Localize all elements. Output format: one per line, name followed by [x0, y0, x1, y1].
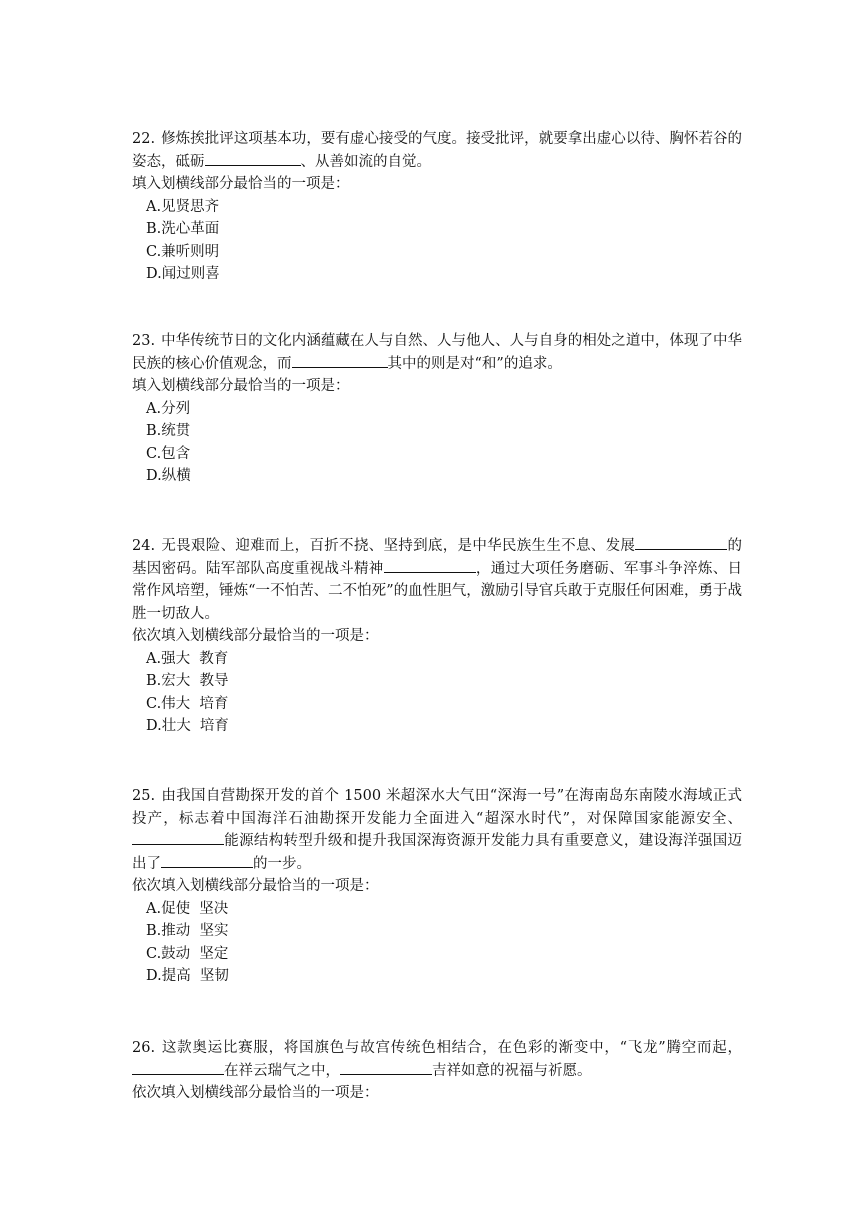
- question-instruction: 依次填入划横线部分最恰当的一项是：: [132, 878, 379, 894]
- option-c: C.兼听则明: [146, 243, 220, 260]
- answer-blank: [384, 558, 476, 573]
- answer-blank: [340, 1060, 432, 1075]
- answer-blank: [205, 151, 301, 166]
- question-22: [132, 128, 742, 286]
- question-instruction: 填入划横线部分最恰当的一项是：: [132, 378, 350, 394]
- stem-text: 能源结构转型升级和提升我国深海资源开发能力具有重要意义，建设海洋强国迈出了: [132, 833, 742, 872]
- option-a: A.分列: [146, 400, 191, 417]
- stem-text: 这款奥运比赛服，将国旗色与故宫传统色相结合，在色彩的渐变中，“飞龙”腾空而起，: [161, 1040, 742, 1056]
- question-number: 26.: [132, 1040, 156, 1056]
- question-instruction: 填入划横线部分最恰当的一项是：: [132, 176, 350, 192]
- option-d: D.闻过则喜: [146, 266, 220, 282]
- stem-text: 在祥云瑞气之中，: [224, 1062, 340, 1079]
- question-stem: [132, 330, 742, 375]
- question-24: [132, 535, 742, 738]
- option-b: B.洗心革面: [146, 221, 220, 237]
- answer-blank: [161, 853, 253, 868]
- option-c: C.鼓动 坚定: [146, 945, 229, 962]
- option-b: B.宏大 教导: [146, 673, 229, 689]
- question-26: [132, 1037, 742, 1105]
- option-d: D.提高 坚韧: [146, 968, 229, 984]
- stem-text: 无畏艰险、迎难而上，百折不挠、坚持到底，是中华民族生生不息、发展: [161, 538, 636, 554]
- question-stem: [132, 1037, 742, 1082]
- option-b: B.推动 坚实: [146, 923, 229, 939]
- stem-text: 中华传统节日的文化内涵蕴藏在人与自然、人与他人、人与自身的相处之道中，体现了中华民族的核心价值观念，而: [132, 333, 742, 372]
- answer-blank: [132, 830, 224, 845]
- option-a: A.促使 坚决: [146, 900, 229, 917]
- question-stem: [132, 128, 742, 173]
- answer-blank: [132, 1060, 224, 1075]
- option-c: C.伟大 培育: [146, 695, 229, 712]
- question-25: [132, 785, 742, 988]
- question-number: 25.: [132, 788, 156, 804]
- question-number: 23.: [132, 333, 156, 349]
- option-a: A.强大 教育: [146, 650, 229, 667]
- question-stem: [132, 535, 742, 625]
- stem-text: 的基因密码。陆军部队高度重视战斗精神: [132, 538, 743, 577]
- question-instruction: 依次填入划横线部分最恰当的一项是：: [132, 628, 379, 644]
- question-number: 24.: [132, 538, 156, 554]
- option-d: D.壮大 培育: [146, 718, 229, 734]
- stem-text: 由我国自营勘探开发的首个 1500 米超深水大气田“深海一号”在海南岛东南陵水海域正式投产，标志着中国海洋石油勘探开发能力全面进入“超深水时代”，对保障国家能源安全、: [132, 788, 742, 827]
- option-b: B.统贯: [146, 423, 191, 439]
- stem-text: 吉祥如意的祝福与祈愿。: [432, 1062, 592, 1079]
- question-instruction: 依次填入划横线部分最恰当的一项是：: [132, 1085, 379, 1101]
- question-23: [132, 330, 742, 488]
- stem-text: 修炼挨批评这项基本功，要有虚心接受的气度。接受批评，就要拿出虚心以待、胸怀若谷的姿态，砥砺: [132, 131, 742, 170]
- question-stem: [132, 785, 742, 875]
- stem-text: 其中的则是对“和”的追求。: [387, 355, 562, 372]
- option-c: C.包含: [146, 445, 191, 462]
- stem-text: 、从善如流的自觉。: [300, 153, 431, 170]
- stem-text: 的一步。: [253, 855, 311, 872]
- question-number: 22.: [132, 131, 156, 147]
- stem-text: ，通过大项任务磨砺、军事斗争淬炼、日常作风培塑，锤炼“一不怕苦、二不怕死”的血性胆气，激励引导官兵敢于克服任何困难，勇于战胜一切敌人。: [132, 560, 743, 622]
- option-d: D.纵横: [146, 468, 191, 484]
- option-a: A.见贤思齐: [146, 198, 220, 215]
- answer-blank: [635, 535, 727, 550]
- answer-blank: [292, 353, 388, 368]
